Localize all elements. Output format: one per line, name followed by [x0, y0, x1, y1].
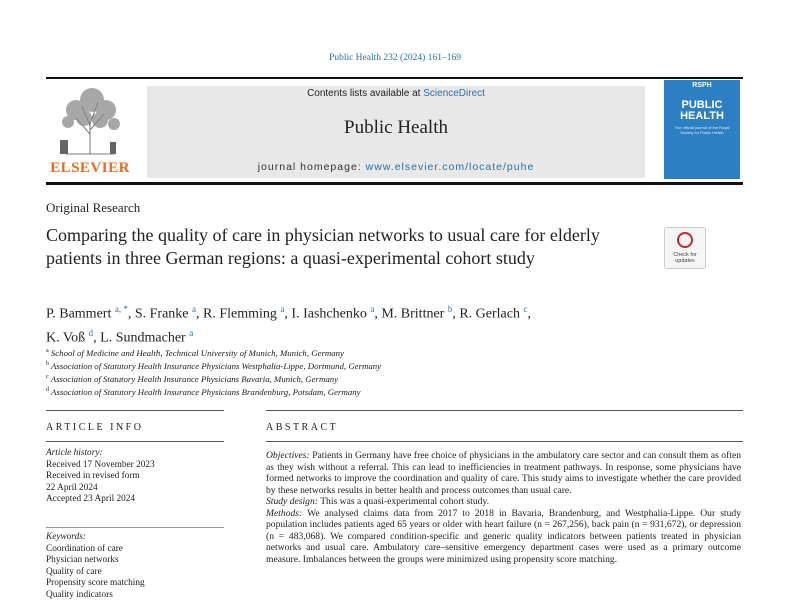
affiliation-text: Association of Statutory Health Insurance Physicians Brandenburg, Potsdam, Germany	[51, 387, 361, 398]
badge-line1: Check for	[673, 252, 697, 258]
badge-text	[665, 252, 705, 264]
keyword-item[interactable]: Quality of care	[46, 566, 102, 577]
author-affiliation-link[interactable]: a	[280, 304, 285, 314]
journal-citation: Public Health 232 (2024) 161–169	[329, 53, 461, 63]
affiliation-text: School of Medicine and Health, Technical University of Munich, Munich, Germany	[50, 347, 344, 358]
methods-text: We analysed claims data from 2017 to 2018 in Bavaria, Brandenburg, and Westphalia-Lippe. Our study population includes patients aged 65 years or older with heart failure (n = 267,256), back pain (n = 931,672), or depression (n = 483,068). We compared condition-specific and generic quality indicators between patients treated in physician networks and usual care. Ambulatory care–sensitive emergency department cases were used as a primary outcome measure. Imbalances between the groups were minimized using propensity score matching.	[266, 507, 741, 565]
cover-title-line1: PUBLIC	[681, 99, 723, 111]
article-title: Comparing the quality of care in physician networks to usual care for elderly patients in three German regions: a quasi-experimental cohort study	[46, 225, 600, 268]
abstract-body	[266, 450, 741, 565]
cover-title-line2: HEALTH	[680, 110, 724, 122]
keyword-item[interactable]: Quality indicators	[46, 589, 113, 600]
affiliation-key: c	[46, 374, 49, 381]
article-history	[46, 448, 224, 506]
author-name[interactable]: R. Flemming	[203, 306, 277, 322]
article-info-top-rule	[46, 410, 224, 411]
abstract-header: ABSTRACT	[266, 422, 339, 433]
author-affiliation-link[interactable]: a	[189, 327, 194, 338]
history-item: 22 April 2024	[46, 482, 98, 493]
article-section: Original Research	[46, 200, 141, 215]
header-bottom-rule	[46, 182, 743, 185]
keywords	[46, 532, 224, 601]
journal-homepage	[147, 161, 645, 173]
contents-line	[147, 88, 645, 99]
affiliation-key: d	[46, 387, 49, 394]
author-separator: ,	[196, 306, 204, 322]
history-item: Accepted 23 April 2024	[46, 494, 136, 504]
author-name[interactable]: S. Franke	[134, 306, 189, 322]
history-item: Received 17 November 2023	[46, 459, 155, 470]
keywords-rule	[46, 527, 224, 528]
author-affiliation-link[interactable]: a	[192, 304, 197, 314]
cover-title	[664, 100, 740, 122]
author-separator: ,	[527, 306, 531, 322]
check-for-updates-badge[interactable]	[664, 227, 706, 269]
keyword-item[interactable]: Coordination of care	[46, 543, 123, 554]
abstract-objectives	[266, 450, 741, 496]
history-label: Article history:	[46, 448, 103, 458]
abstract-top-rule	[266, 410, 743, 411]
affiliations	[46, 346, 646, 399]
affiliation-item	[46, 346, 646, 359]
methods-label: Methods:	[266, 507, 303, 519]
author-affiliation-link[interactable]: c	[523, 304, 528, 314]
author-name[interactable]: R. Gerlach	[459, 306, 520, 322]
author-name[interactable]: I. Iashchenko	[291, 306, 367, 322]
affiliation-text: Association of Statutory Health Insurance Physicians Bavaria, Munich, Germany	[50, 374, 339, 385]
affiliation-key: a	[46, 348, 49, 354]
journal-cover[interactable]	[664, 80, 740, 179]
history-item: Received in revised form	[46, 471, 140, 481]
objectives-text: Patients in Germany have free choice of physicians in the ambulatory care sector and can consult them as often as they wish without a referral. This can lead to inefficiencies in treatment pathways. In response, some physicians have formed networks to improve the coordination and quality of care. This study aims to investigate whether the care provided by these networks results in better health and process outcomes than usual care.	[266, 450, 741, 496]
check-updates-icon	[677, 232, 693, 248]
author-affiliation-link[interactable]: a	[370, 304, 375, 314]
author-name[interactable]: P. Bammert	[46, 306, 112, 322]
author-list	[46, 300, 666, 347]
sciencedirect-link[interactable]: ScienceDirect	[423, 88, 485, 99]
keywords-label: Keywords:	[46, 532, 86, 542]
elsevier-wordmark: ELSEVIER	[50, 160, 130, 176]
badge-line2: updates	[675, 258, 695, 264]
author-separator: ,	[374, 306, 382, 322]
author-name[interactable]: M. Brittner	[381, 306, 445, 322]
affiliation-item	[46, 372, 646, 385]
homepage-link[interactable]: www.elsevier.com/locate/puhe	[365, 161, 535, 173]
objectives-label: Objectives:	[266, 450, 310, 461]
author-affiliation-link[interactable]: b	[447, 304, 453, 314]
abstract-header-rule	[266, 441, 743, 442]
affiliation-item	[46, 385, 646, 398]
author-separator: ,	[127, 306, 135, 322]
affiliation-text: Association of Statutory Health Insurance Physicians Westphalia-Lippe, Dortmund, Germany	[51, 361, 382, 372]
author-affiliation-link[interactable]: d	[88, 327, 94, 338]
keyword-item[interactable]: Physician networks	[46, 555, 119, 565]
author-name[interactable]: L. Sundmacher	[100, 330, 186, 346]
author-separator: ,	[284, 306, 292, 322]
contents-prefix: Contents lists available at	[307, 88, 424, 99]
design-text: This was a quasi-experimental cohort study.	[317, 496, 490, 508]
homepage-prefix: journal homepage:	[257, 161, 366, 173]
header-top-rule	[46, 77, 743, 79]
abstract-design	[266, 496, 741, 508]
design-label: Study design:	[266, 496, 318, 508]
journal-name: Public Health	[344, 117, 448, 138]
author-separator: ,	[93, 330, 101, 346]
article-info-header-rule	[46, 441, 224, 442]
affiliation-key: b	[46, 361, 49, 368]
author-separator: ,	[452, 306, 460, 322]
abstract-methods	[266, 508, 741, 566]
author-name[interactable]: K. Voß	[46, 330, 86, 346]
author-affiliation-link[interactable]: a, *	[114, 304, 128, 314]
article-info-header: ARTICLE INFO	[46, 422, 144, 433]
cover-subtitle: The official journal of the Royal Society for Public Health	[674, 125, 730, 135]
affiliation-item	[46, 359, 646, 372]
keyword-item[interactable]: Propensity score matching	[46, 578, 145, 588]
cover-org: RSPH	[692, 82, 712, 89]
